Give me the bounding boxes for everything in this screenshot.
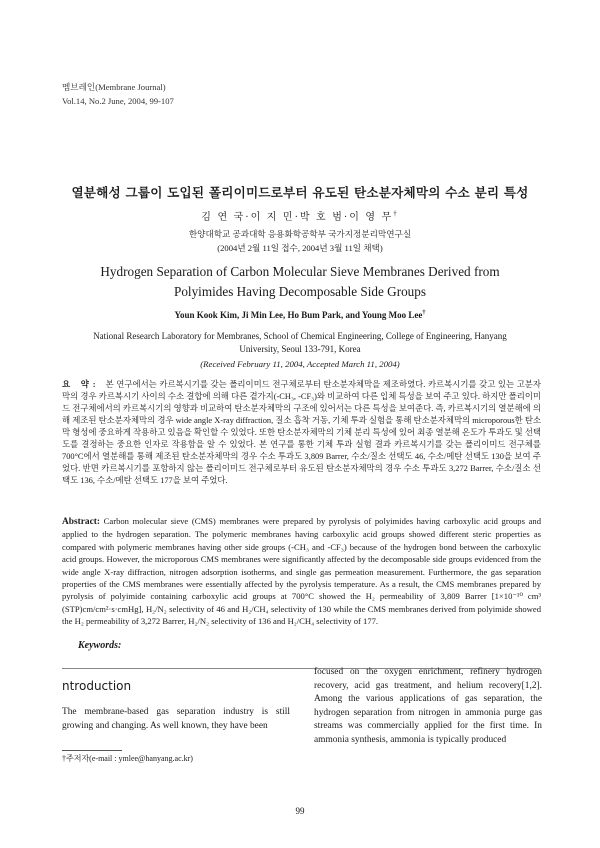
- journal-name: 멤브레인(Membrane Journal): [62, 82, 166, 92]
- page-number: 99: [295, 806, 305, 816]
- intro-column-right: focused on the oxygen enrichment, refinery hydrogen recovery, acid gas treatment, and helium recovery[1,2]. Among the various applications of gas separation, the hydrogen separation from nitrogen in ammonia purge gas streams was commercially applied for the first time. In ammonia synthesis, ammonia is typically produced: [314, 667, 542, 745]
- korean-corresponding-mark: †: [393, 209, 399, 218]
- footnote-divider: [62, 750, 122, 751]
- korean-abstract-text: 본 연구에서는 카르복시기를 갖는 폴리이미드 전구체로부터 탄소분자체막을 제조하였다. 카르복시기를 갖고 있는 고분자 막의 경우 카르복시기 사이의 수소 결합에 의해 다른 곁가지(-CH₃, -CF₃)와 비교하여 다른 입체 특성을 보여 주고 있다. 하지만 폴리이미드 전구체에서의 카르복시기의 영향과 비교하여 탄소분자체막의 구조에 있어서는 다른 특성을 보여준다. 즉, 카르복시기의 열분해에 의해 제조된 탄소분자체막의 경우 wide angle X-ray diffraction, 질소 흡착 거동, 기체 투과 실험을 통해 탄소분자체막의 microporous한 탄소막 형성에 중요하게 작용하고 있음을 확인할 수 있었다. 또한 탄소분자체막의 기체 분리 특성에 있어 최종 열분해 온도가 투과도 및 선택도를 결정하는 중요한 인자로 작용함을 알 수 있었다. 본 연구를 통한 기체 투과 실험 결과 카르복시기를 갖는 폴리이미드 전구체를 700°C에서 열분해를 통해 제조된 탄소분자체막의 경우 수소 투과도 3,809 Barrer, 수소/질소 선택도 46, 수소/메탄 선택도 130을 보여 주었다. 반면 카르복시기를 포함하지 않는 폴리이미드 전구체로부터 유도된 탄소분자체막의 경우 수소 투과도 3,272 Barrer, 수소/질소 선택도 136, 수소/메탄 선택도 177을 보여 주었다.: [62, 380, 541, 485]
- korean-received-date: (2004년 2월 11일 접수, 2004년 3월 11일 채택): [217, 243, 383, 253]
- english-affiliation: National Research Laboratory for Membranes, School of Chemical Engineering, College of Engineering, Hanyang University, Seoul 133-791, Korea: [93, 331, 507, 354]
- english-abstract-label: Abstract:: [62, 517, 101, 527]
- korean-abstract-label: 요 약:: [62, 380, 100, 389]
- section-title: ntroduction: [62, 679, 132, 693]
- english-corresponding-mark: †: [422, 309, 426, 316]
- korean-title: 열분해성 그룹이 도입된 폴리이미드로부터 유도된 탄소분자체막의 수소 분리 특성: [71, 185, 529, 200]
- korean-affiliation: 한양대학교 공과대학 응용화학공학부 국가지정분리막연구실: [188, 229, 412, 239]
- keywords-label: Keywords:: [78, 640, 122, 651]
- footnote: †주저자(e-mail : ymlee@hanyang.ac.kr): [62, 754, 193, 763]
- intro-column-left: The membrane-based gas separation industry is still growing and changing. As well known, they have been: [62, 707, 290, 731]
- english-title: Hydrogen Separation of Carbon Molecular Sieve Membranes Derived from Polyimides Having Decomposable Side Groups: [100, 264, 500, 299]
- journal-volume: Vol.14, No.2 June, 2004, 99-107: [62, 96, 174, 106]
- korean-authors: [0, 208, 600, 223]
- english-abstract-text: Carbon molecular sieve (CMS) membranes were prepared by pyrolysis of polyimides having carboxylic acid groups and applied to the hydrogen separation. The polymeric membranes having carboxylic acid groups showed different steric properties as compared with polymeric membranes having other side groups (-CH₃ and -CF₃) because of the hydrogen bond between the carboxylic acid groups. However, the microporous CMS membranes were significantly affected by the decomposable side groups evidenced from the wide angle X-ray diffraction, nitrogen adsorption isotherms, and single gas permeation measurement. Furthermore, the gas separation properties of the CMS membranes were essentially affected by the pyrolysis temperature. As a result, the CMS membranes prepared by pyrolysis of polyimide containing carboxylic acid groups at 700°C showed the H₂ permeability of 3,809 Barrer [1×10⁻¹⁰ cm³ (STP)cm/cm²·s·cmHg], H₂/N₂ selectivity of 46 and H₂/CH₄ selectivity of 130 while the CMS membranes derived from polyimide showed the H₂ permeability of 3,272 Barrer, H₂/N₂ selectivity of 136 and H₂/CH₄ selectivity of 177.: [62, 516, 541, 627]
- english-received-date: (Received February 11, 2004, Accepted March 11, 2004): [200, 359, 400, 369]
- english-author-names: Youn Kook Kim, Ji Min Lee, Ho Bum Park, and Young Moo Lee: [174, 310, 423, 320]
- english-authors: [0, 310, 600, 320]
- english-abstract: [62, 515, 541, 628]
- korean-abstract: [62, 379, 541, 487]
- korean-author-names: 김 연 국·이 지 민·박 호 범·이 영 무: [201, 212, 394, 223]
